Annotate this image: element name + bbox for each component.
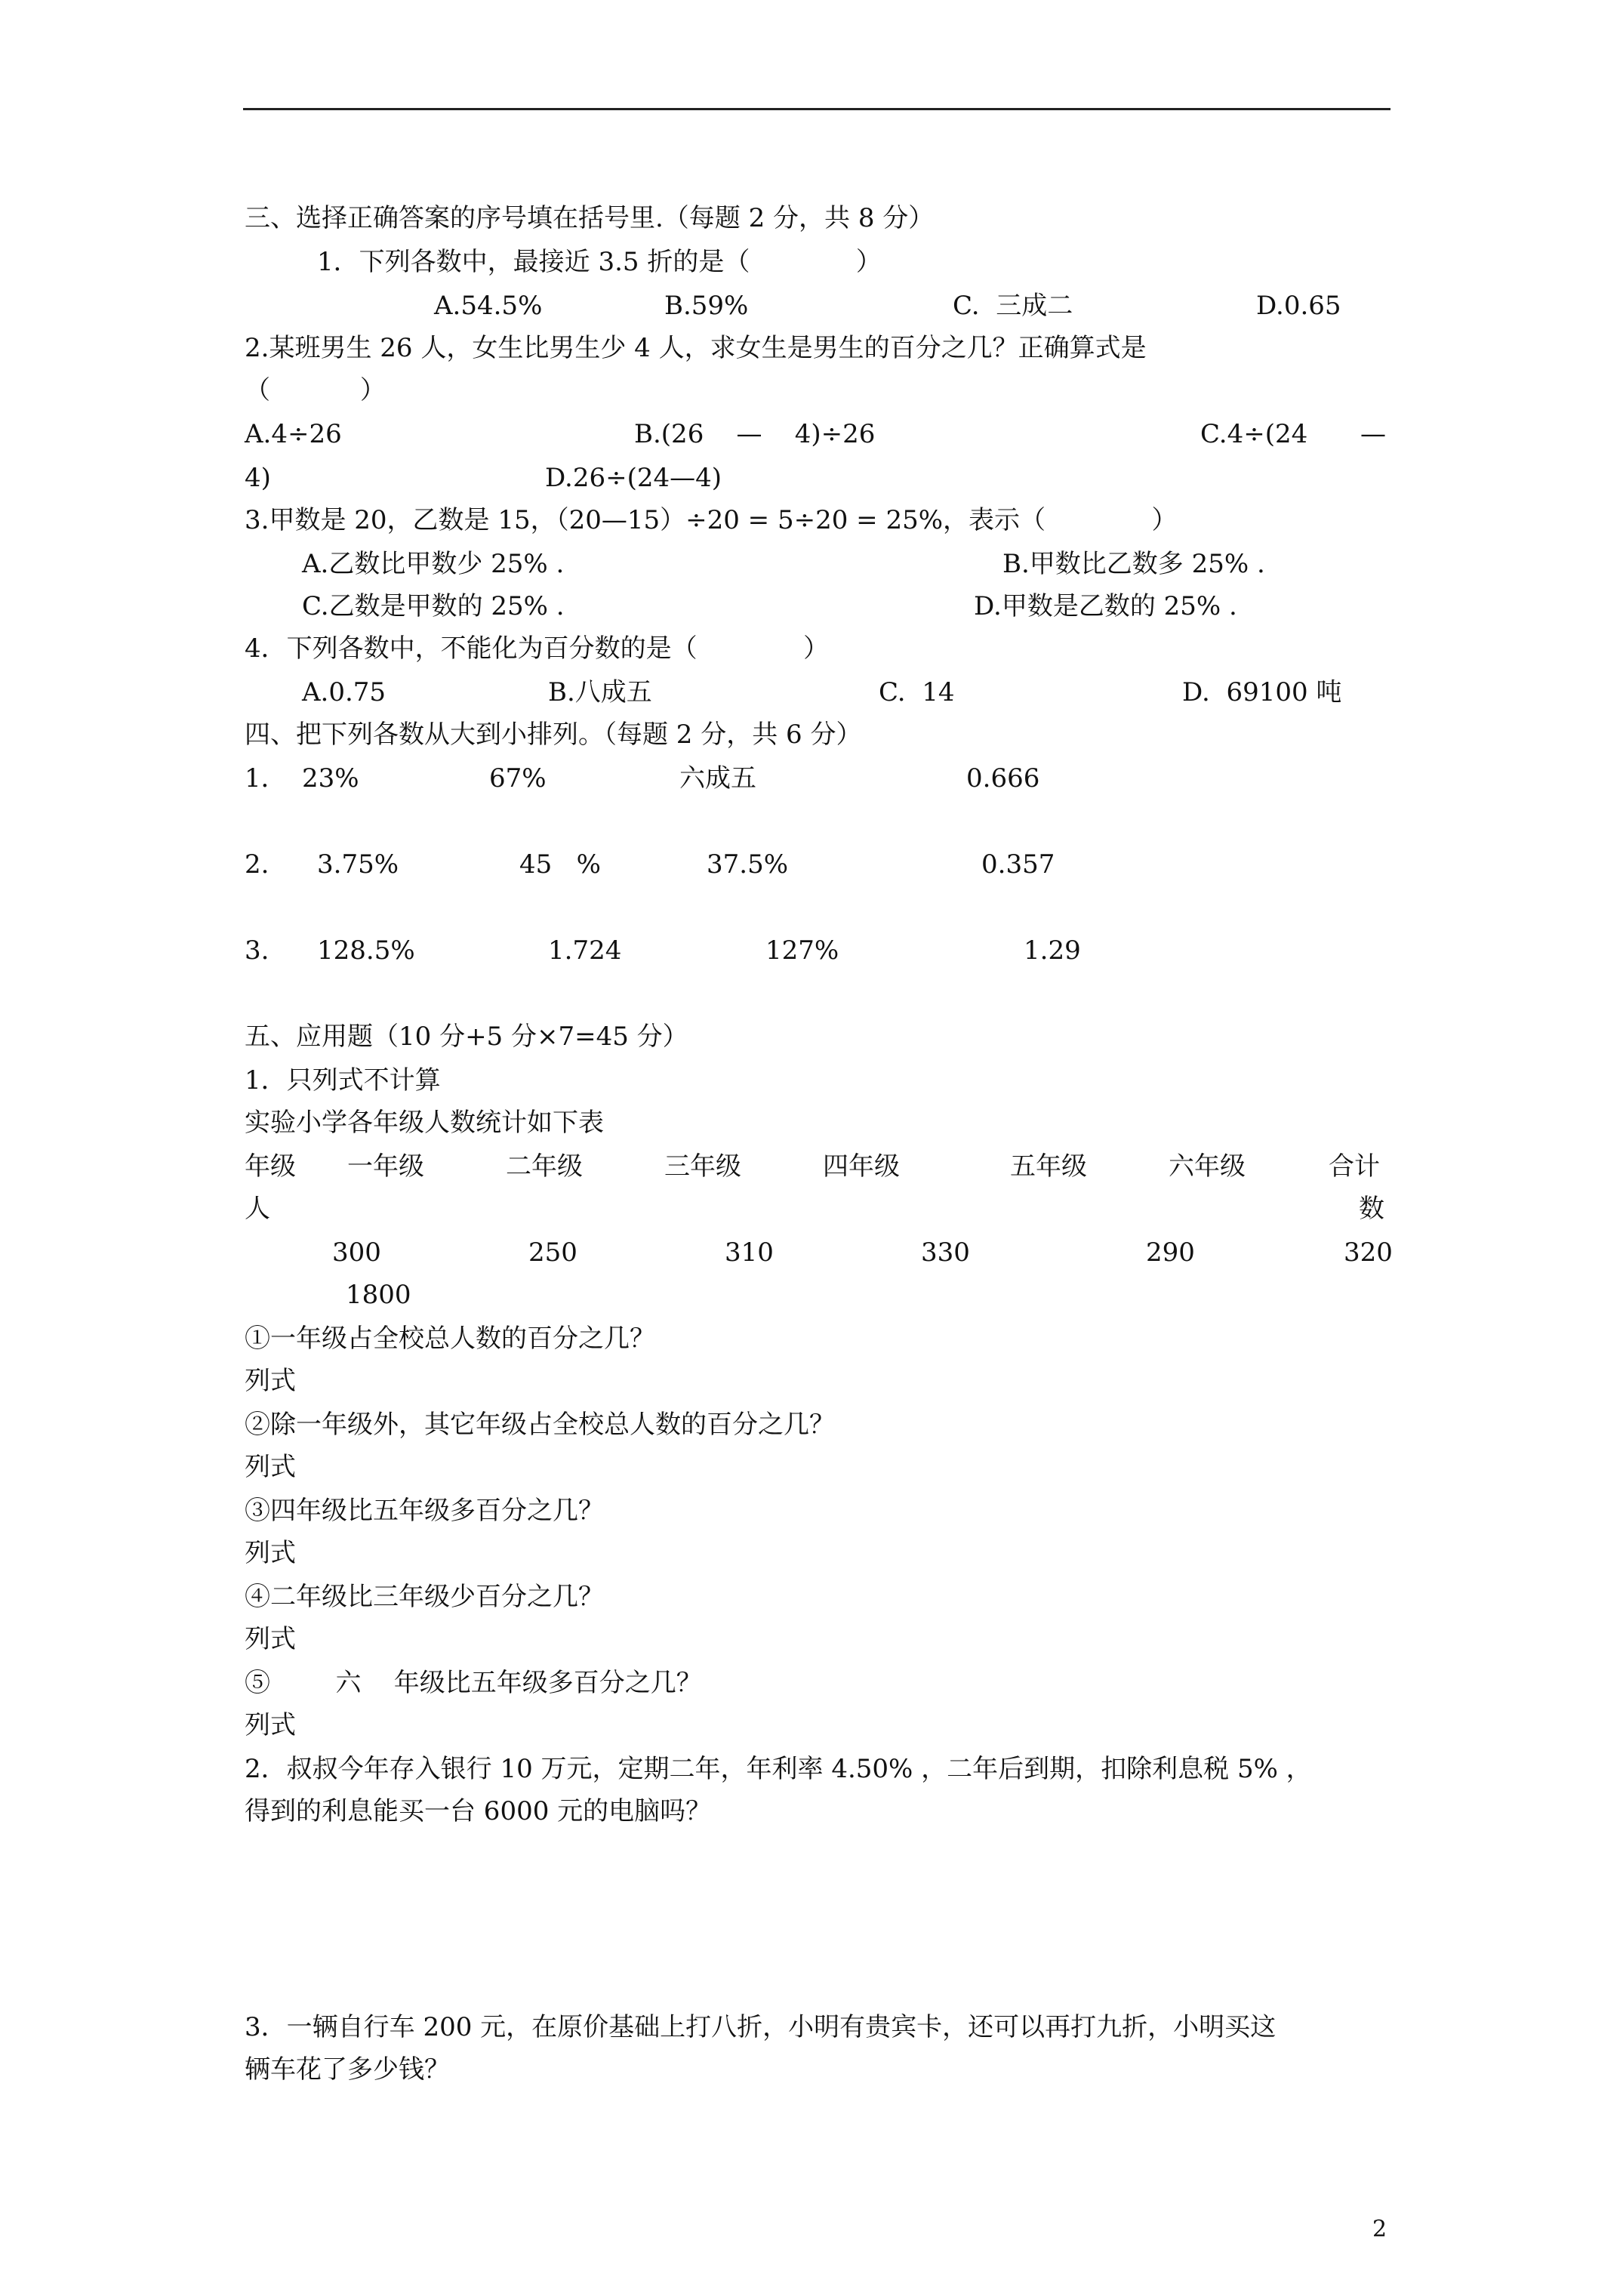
table-header-cell: 三年级 xyxy=(664,1151,741,1182)
page-number: 2 xyxy=(1372,2216,1387,2242)
q2-line2: （ ） xyxy=(245,375,386,405)
q3-option-d: D.甲数是乙数的 25% . xyxy=(974,591,1237,621)
ordering-row-1-number: 1． xyxy=(245,763,287,794)
table-cell: 300 xyxy=(332,1237,381,1268)
table-header-wrap-left: 人 xyxy=(245,1194,270,1224)
table-cell: 320 xyxy=(1344,1237,1393,1268)
ordering-row-1-value: 67% xyxy=(489,763,547,794)
ordering-row-3-value: 1.29 xyxy=(1024,935,1081,966)
q2-option-c-end: 4) xyxy=(245,463,271,493)
ordering-row-2-value: 45 % xyxy=(519,849,601,880)
table-cell: 310 xyxy=(725,1237,774,1268)
table-caption: 实验小学各年级人数统计如下表 xyxy=(245,1108,604,1138)
answer-label: 列式 xyxy=(245,1538,296,1568)
ordering-row-3-value: 127% xyxy=(765,935,839,966)
section5-heading: 五、应用题（10 分+5 分×7=45 分） xyxy=(245,1022,688,1052)
q2-option-c: C.4÷(24 xyxy=(1200,419,1308,449)
q3-option-b: B.甲数比乙数多 25% . xyxy=(1002,549,1265,579)
q1-option-c: C. 三成二 xyxy=(953,291,1073,321)
problem2-line2: 得到的利息能买一台 6000 元的电脑吗？ xyxy=(245,1796,712,1826)
ordering-row-1-value: 六成五 xyxy=(679,763,756,794)
table-header-cell: 五年级 xyxy=(1010,1151,1087,1182)
problem3-line2: 辆车花了多少钱？ xyxy=(245,2054,450,2085)
q4-option-a: A.0.75 xyxy=(302,677,387,707)
ordering-row-2-number: 2. xyxy=(245,849,269,880)
subquestion: ⑤ 六 年级比五年级多百分之几？ xyxy=(245,1668,702,1698)
ordering-row-2-value: 3.75% xyxy=(317,849,399,880)
answer-label: 列式 xyxy=(245,1452,296,1482)
q4-option-c: C. 14 xyxy=(879,677,955,707)
ordering-row-1-value: 23% xyxy=(302,763,359,794)
table-header-cell: 六年级 xyxy=(1169,1151,1246,1182)
q2-line1: 2.某班男生 26 人，女生比男生少 4 人，求女生是男生的百分之几？正确算式是 xyxy=(245,333,1147,363)
q1-option-d: D.0.65 xyxy=(1256,291,1341,321)
ordering-row-3-number: 3. xyxy=(245,935,269,966)
q4-option-b: B.八成五 xyxy=(548,677,652,707)
table-header-cell: 一年级 xyxy=(347,1151,424,1182)
ordering-row-2-value: 0.357 xyxy=(981,849,1055,880)
q3-option-c: C.乙数是甲数的 25% . xyxy=(302,591,565,621)
subquestion: ③四年级比五年级多百分之几？ xyxy=(245,1496,604,1526)
answer-label: 列式 xyxy=(245,1366,296,1396)
q1-option-a: A.54.5% xyxy=(434,291,543,321)
problem2-line1: 2．叔叔今年存入银行 10 万元，定期二年，年利率 4.50% ，二年后到期，扣除利息税 5% ， xyxy=(245,1754,1312,1784)
table-header-cell: 年级 xyxy=(245,1151,296,1182)
q3-option-a: A.乙数比甲数少 25% . xyxy=(302,549,565,579)
table-header-cell: 四年级 xyxy=(823,1151,900,1182)
table-total: 1800 xyxy=(346,1280,411,1310)
problem3-line1: 3．一辆自行车 200 元，在原价基础上打八折，小明有贵宾卡，还可以再打九折，小明买这 xyxy=(245,2012,1277,2042)
ordering-row-1-value: 0.666 xyxy=(966,763,1040,794)
q4-text: 4．下列各数中，不能化为百分数的是（ ） xyxy=(245,633,830,664)
table-cell: 330 xyxy=(921,1237,970,1268)
q1-option-b: B.59% xyxy=(664,291,749,321)
table-header-wrap-right: 数 xyxy=(1359,1194,1384,1224)
q3-text: 3.甲数是 20，乙数是 15，（20—15）÷20 = 5÷20 = 25%，表示（ ） xyxy=(245,505,1178,535)
q4-option-d: D. 69100 吨 xyxy=(1182,677,1342,707)
section3-heading: 三、选择正确答案的序号填在括号里.（每题 2 分，共 8 分） xyxy=(245,203,935,233)
q2-option-b: B.(26 — 4)÷26 xyxy=(634,419,876,449)
ordering-row-3-value: 128.5% xyxy=(317,935,415,966)
table-header-cell: 二年级 xyxy=(506,1151,583,1182)
problem1-title: 1．只列式不计算 xyxy=(245,1065,441,1096)
table-cell: 250 xyxy=(528,1237,577,1268)
ordering-row-2-value: 37.5% xyxy=(707,849,789,880)
ordering-row-3-value: 1.724 xyxy=(548,935,622,966)
subquestion: ①一年级占全校总人数的百分之几？ xyxy=(245,1324,655,1354)
header-rule xyxy=(243,108,1390,110)
section4-heading: 四、把下列各数从大到小排列。（每题 2 分，共 6 分） xyxy=(245,720,862,750)
table-cell: 290 xyxy=(1146,1237,1195,1268)
q2-option-d: D.26÷(24—4) xyxy=(545,463,722,493)
q2-option-c-dash: — xyxy=(1360,419,1386,449)
q1-text: 1．下列各数中，最接近 3.5 折的是（ ） xyxy=(317,247,882,277)
q2-option-a: A.4÷26 xyxy=(245,419,342,449)
subquestion: ②除一年级外，其它年级占全校总人数的百分之几？ xyxy=(245,1410,835,1440)
table-header-cell: 合计 xyxy=(1329,1151,1380,1182)
subquestion: ④二年级比三年级少百分之几？ xyxy=(245,1582,604,1612)
answer-label: 列式 xyxy=(245,1624,296,1654)
answer-label: 列式 xyxy=(245,1710,296,1740)
